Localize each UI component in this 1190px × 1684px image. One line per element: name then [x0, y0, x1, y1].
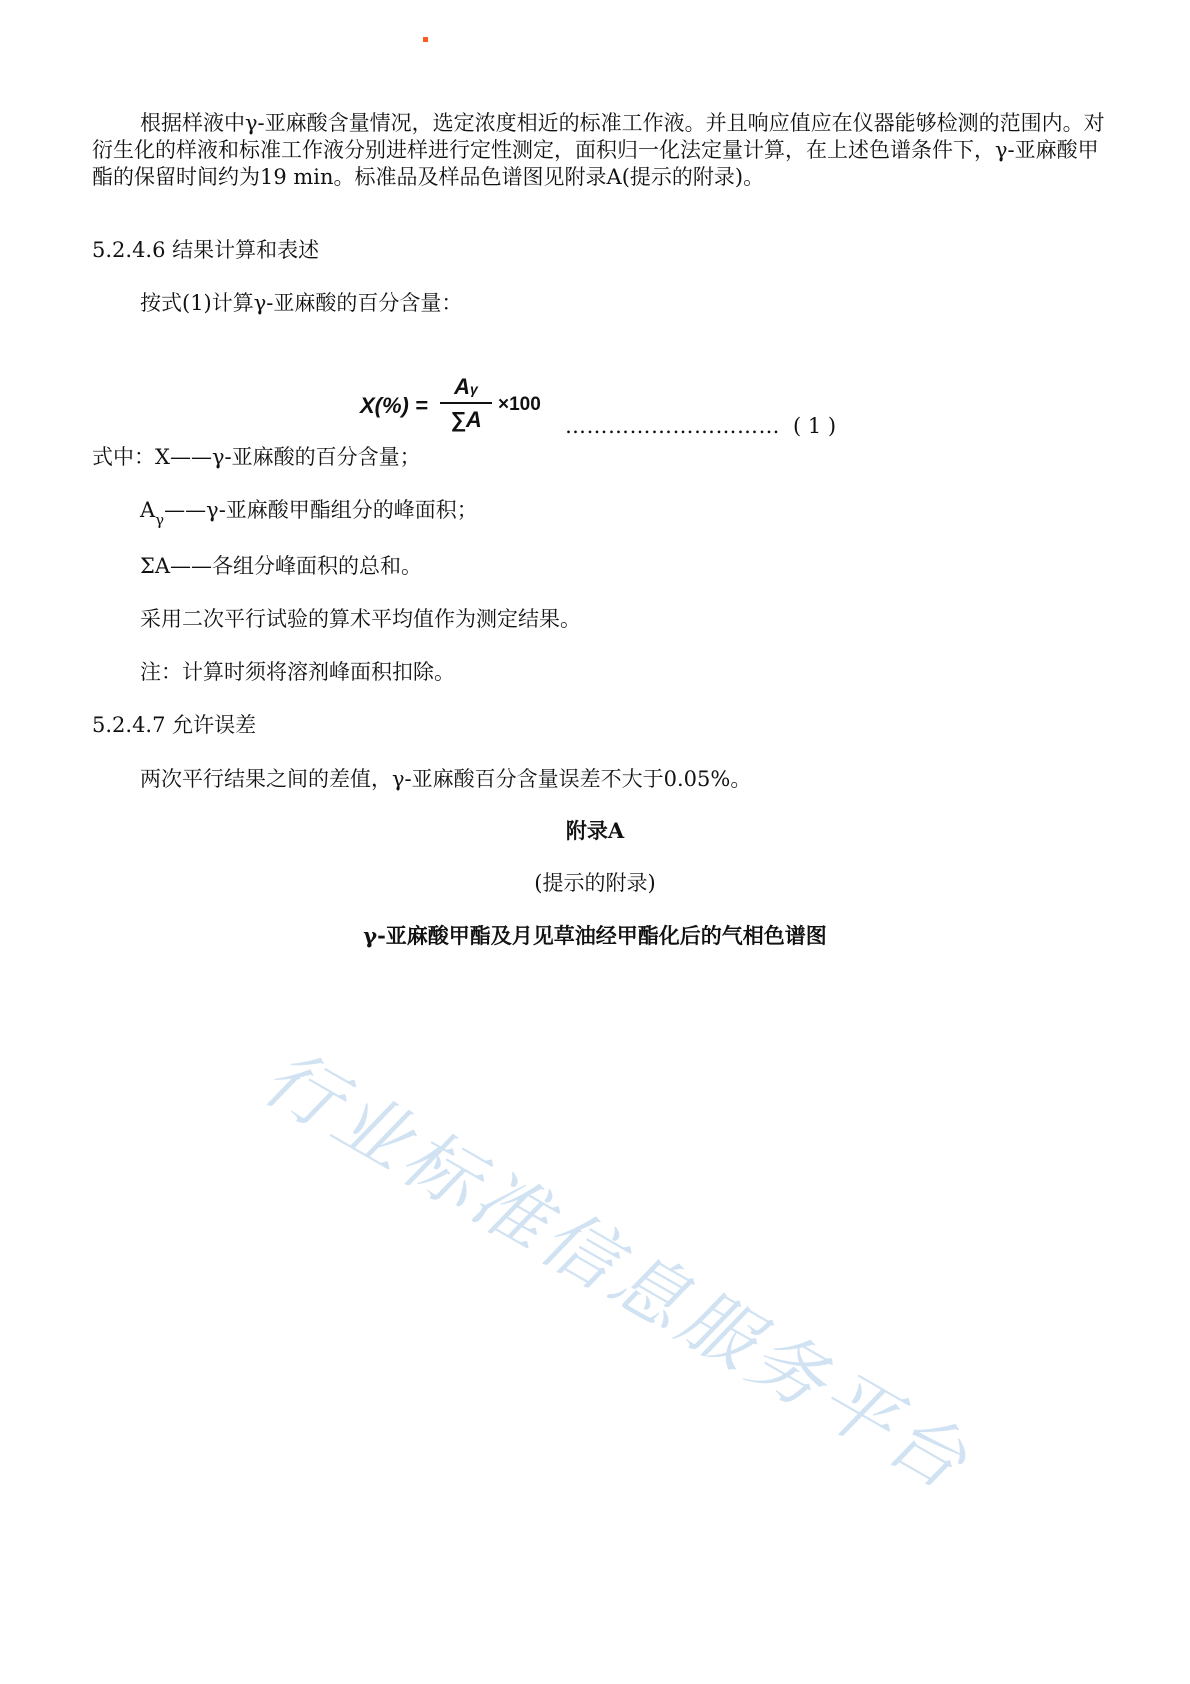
- formula-1: [360, 370, 860, 445]
- formula-denominator: ∑A: [450, 407, 482, 432]
- where-a-subscript: γ: [155, 511, 165, 529]
- formula-lhs: X(%) =: [360, 393, 428, 418]
- header-mark: [423, 37, 428, 42]
- where-sum-definition: ΣA——各组分峰面积的总和。: [140, 554, 423, 578]
- formula-numerator-sub: γ: [470, 381, 478, 397]
- intro-paragraph-text: 根据样液中γ-亚麻酸含量情况，选定浓度相近的标准工作液。并且响应值应在仪器能够检测的范围内。对衍生化的样液和标准工作液分别进样进行定性测定，面积归一化法定量计算，在上述色谱条件下，γ-亚麻酸甲酯的保留时间约为19 min。标准品及样品色谱图见附录A(提示的附录)。: [92, 111, 1105, 189]
- formula-numerator-symbol: A: [454, 374, 471, 399]
- appendix-subtitle: (提示的附录): [534, 871, 656, 895]
- where-a-symbol: A: [140, 498, 156, 522]
- formula-lead-text: 按式(1)计算γ-亚麻酸的百分含量：: [140, 291, 463, 315]
- result-rule-text: 采用二次平行试验的算术平均值作为测定结果。: [140, 607, 581, 631]
- where-a-text: ——γ-亚麻酸甲酯组分的峰面积；: [164, 498, 478, 522]
- appendix-figure-title: γ-亚麻酸甲酯及月见草油经甲酯化后的气相色谱图: [363, 923, 827, 948]
- appendix-title: 附录A: [565, 818, 625, 843]
- section-heading-5247: 5.2.4.7 允许误差: [92, 713, 257, 737]
- formula-numerator: [440, 372, 492, 402]
- intro-paragraph: [92, 110, 1112, 191]
- where-a-definition: [140, 497, 478, 529]
- tolerance-text: 两次平行结果之间的差值，γ-亚麻酸百分含量误差不大于0.05%。: [140, 767, 752, 791]
- formula-leader-dots: …………………………: [565, 414, 780, 438]
- note-text: 注：计算时须将溶剂峰面积扣除。: [140, 660, 455, 684]
- where-x-definition: 式中：X——γ-亚麻酸的百分含量；: [92, 445, 421, 469]
- formula-fraction: [440, 372, 492, 434]
- watermark: 行业标准信息服务平台: [249, 1033, 985, 1509]
- formula-multiplier: ×100: [498, 394, 541, 415]
- formula-number: ( 1 ): [793, 414, 837, 438]
- section-heading-5246: 5.2.4.6 结果计算和表述: [92, 238, 320, 262]
